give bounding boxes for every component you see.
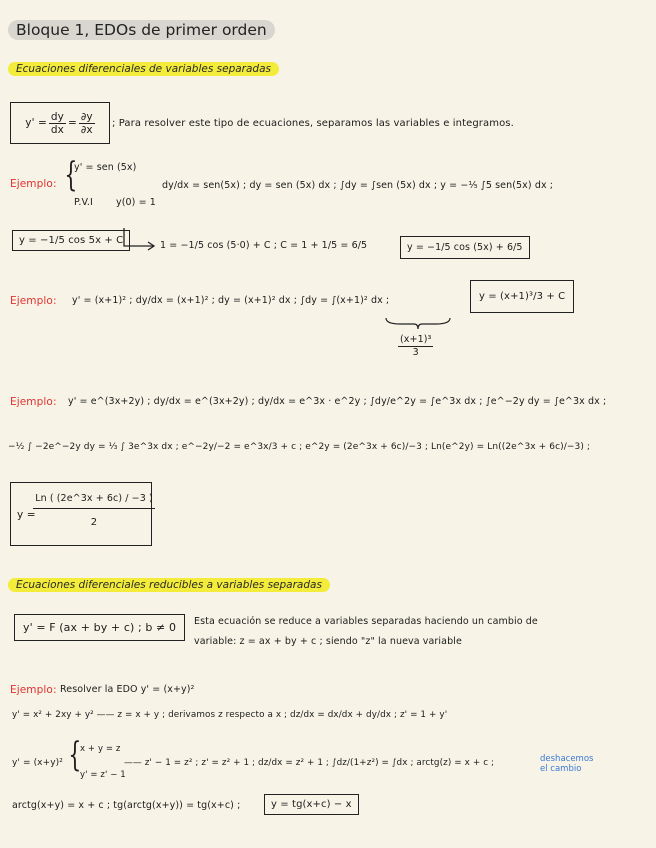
example3-final-prefix: y = bbox=[17, 509, 36, 521]
example1-final-box: y = −1/5 cos (5x) + 6/5 bbox=[400, 236, 530, 259]
example4-line1: y' = x² + 2xy + y² —— z = x + y ; derivamos z respecto a x ; dz/dx = dx/dx + dy/dx ; z' = 1 + y' bbox=[12, 710, 448, 720]
example4-final-box: y = tg(x+c) − x bbox=[264, 794, 359, 815]
section2-desc-line2: variable: z = ax + by + c ; siendo "z" la nueva variable bbox=[194, 636, 462, 647]
example4-line3: arctg(x+y) = x + c ; tg(arctg(x+y)) = tg(x+c) ; bbox=[12, 800, 241, 811]
example3-label: Ejemplo: bbox=[10, 396, 57, 408]
example1-sys-line2b: y(0) = 1 bbox=[116, 197, 156, 208]
example3-line1: y' = e^(3x+2y) ; dy/dx = e^(3x+2y) ; dy/dx = e^3x · e^2y ; ∫dy/e^2y = ∫e^3x dx ; ∫e^−2y dy = ∫e^3x dx ; bbox=[68, 396, 607, 407]
section-heading-separated: Ecuaciones diferenciales de variables separadas bbox=[8, 62, 279, 76]
example1-brace: { bbox=[64, 155, 78, 195]
example2-label: Ejemplo: bbox=[10, 295, 57, 307]
example4-line2a: y' = (x+y)² bbox=[12, 758, 63, 768]
example3-final-box bbox=[10, 482, 152, 546]
formula-lhs: y' = bbox=[25, 117, 47, 129]
example1-result-box: y = −1/5 cos 5x + C bbox=[12, 230, 130, 251]
example1-label: Ejemplo: bbox=[10, 178, 57, 190]
example1-step1: dy/dx = sen(5x) ; dy = sen (5x) dx ; ∫dy = ∫sen (5x) dx ; y = −⅕ ∫5 sen(5x) dx ; bbox=[162, 180, 554, 191]
example3-line2: −½ ∫ −2e^−2y dy = ⅓ ∫ 3e^3x dx ; e^−2y/−2 = e^3x/3 + c ; e^2y = (2e^3x + 6c)/−3 ; Ln(e^2y) = Ln((2e^3x + 6c)/−3) ; bbox=[8, 442, 591, 452]
formula-box-separated bbox=[10, 102, 110, 144]
formula-box-reducible: y' = F (ax + by + c) ; b ≠ 0 bbox=[14, 614, 185, 641]
example4-note: deshacemos el cambio bbox=[540, 754, 594, 774]
example4-line2b: —— z' − 1 = z² ; z' = z² + 1 ; dz/dx = z² + 1 ; ∫dz/(1+z²) = ∫dx ; arctg(z) = x + c ; bbox=[124, 758, 495, 768]
section1-description: ; Para resolver este tipo de ecuaciones, separamos las variables e integramos. bbox=[112, 118, 514, 129]
example2-steps: y' = (x+1)² ; dy/dx = (x+1)² ; dy = (x+1)² dx ; ∫dy = ∫(x+1)² dx ; bbox=[72, 295, 390, 306]
example4-label: Ejemplo: bbox=[10, 684, 57, 696]
section2-desc-line1: Esta ecuación se reduce a variables separadas haciendo un cambio de bbox=[194, 616, 538, 627]
example1-arrow bbox=[118, 224, 158, 254]
example1-sys-line1: y' = sen (5x) bbox=[74, 162, 137, 173]
example2-underbrace bbox=[384, 316, 452, 330]
example4-brace: { bbox=[68, 735, 82, 775]
example1-sys-line2a: P.V.I bbox=[74, 197, 93, 208]
formula-equals: = bbox=[67, 117, 77, 129]
example4-statement: Resolver la EDO y' = (x+y)² bbox=[60, 684, 195, 695]
page-title: Bloque 1, EDOs de primer orden bbox=[8, 20, 275, 40]
formula-frac-partial: $\frac{\partial y}{\partial x}$ bbox=[80, 110, 93, 136]
example3-final-fraction: Ln ( (2e^3x + 6c) / −3 ) 2 bbox=[41, 489, 147, 528]
section-heading-reducible: Ecuaciones diferenciales reducibles a variables separadas bbox=[8, 578, 330, 592]
example2-final-box: y = (x+1)³/3 + C bbox=[470, 280, 574, 313]
formula-frac-dy-dx: $\frac{dy}{dx}$ bbox=[50, 110, 64, 136]
example4-sys1: x + y = z bbox=[80, 744, 121, 754]
example1-step2: 1 = −1/5 cos (5·0) + C ; C = 1 + 1/5 = 6/5 bbox=[160, 240, 368, 251]
example4-sys2: y' = z' − 1 bbox=[80, 770, 126, 780]
example2-under-fraction: $\frac{\text{(x+1)³}}{3}$ bbox=[400, 334, 432, 358]
